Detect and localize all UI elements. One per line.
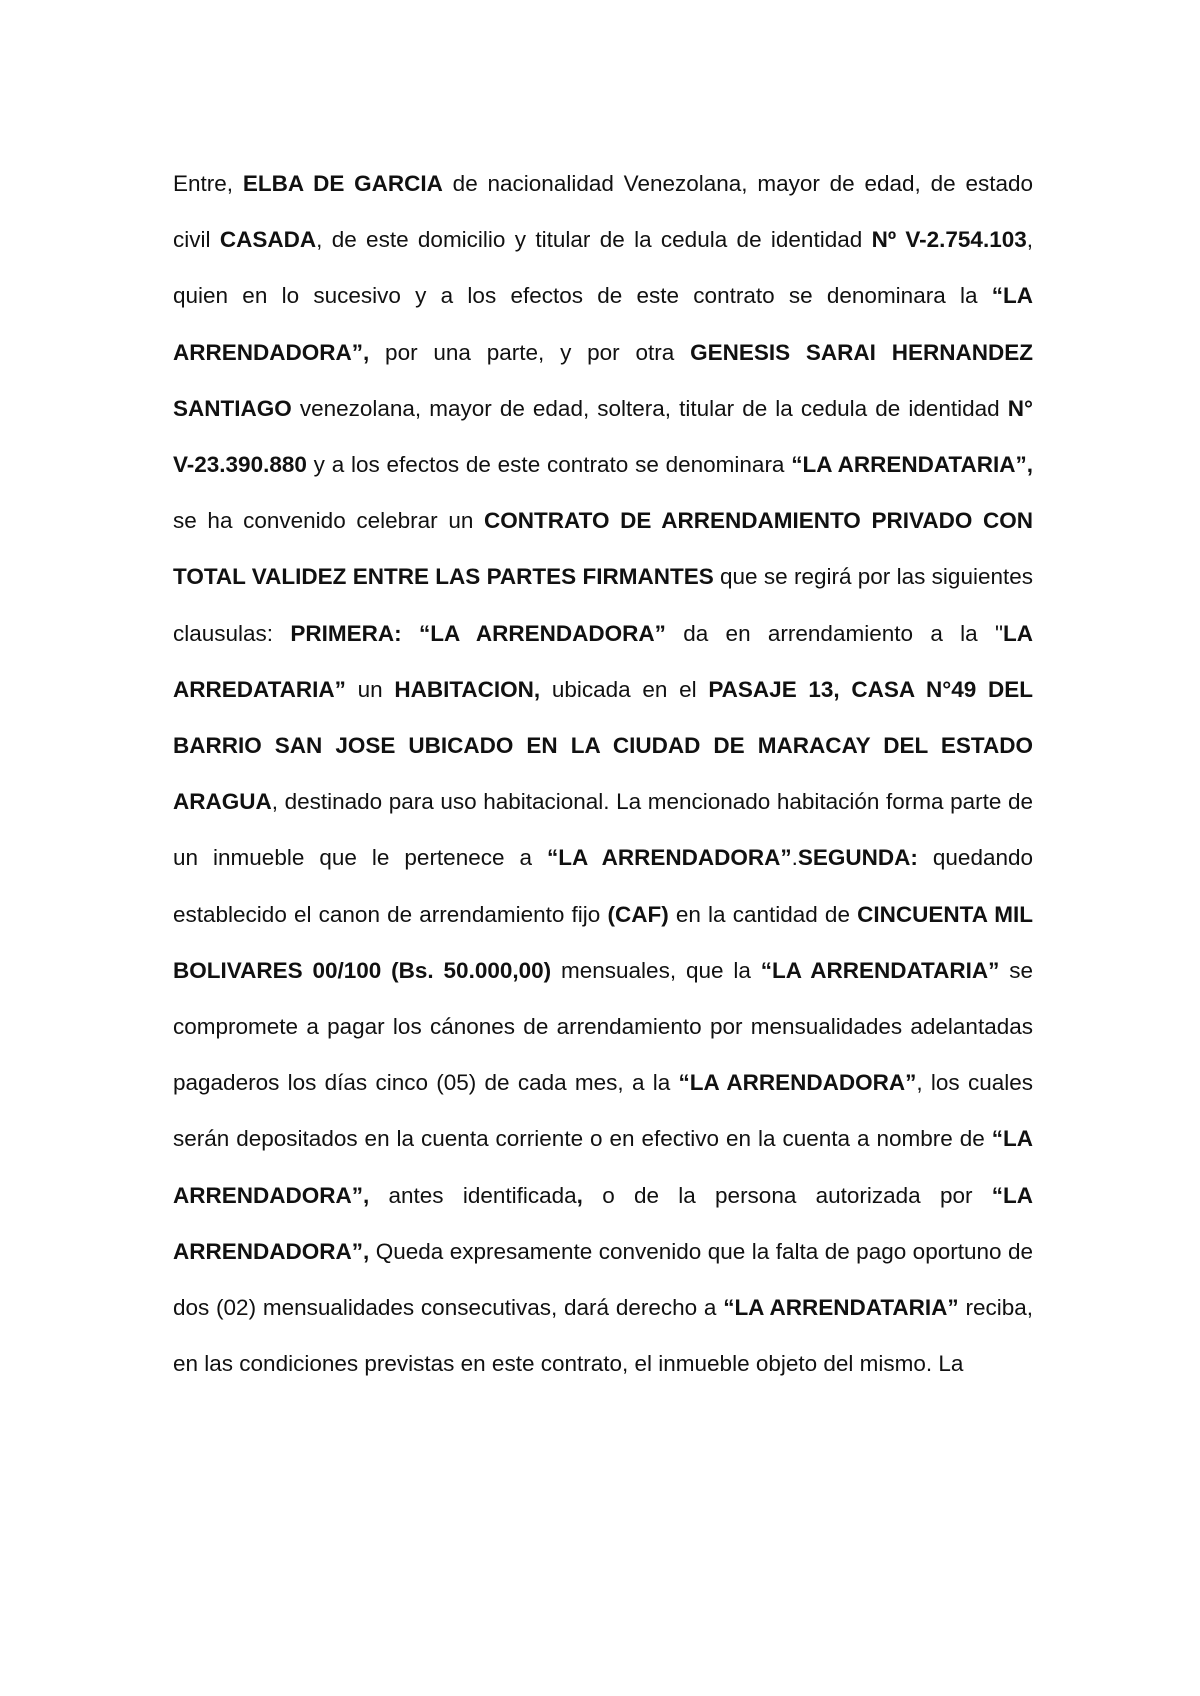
text-run: y a los efectos de este contrato se denominara <box>306 452 792 478</box>
bold-text-run: “LA ARRENDADORA”, <box>173 283 1033 365</box>
text-run: un <box>345 676 395 702</box>
bold-text-run: “LA ARRENDATARIA” <box>760 957 1000 983</box>
text-run: . <box>791 845 798 871</box>
text-run: por una parte, y por otra <box>369 339 691 365</box>
contract-body-text <box>173 156 1033 1392</box>
text-run: , los cuales serán depositados en la cuenta corriente o en efectivo en la cuenta a nombre de <box>173 1070 1033 1152</box>
text-run: se compromete a pagar los cánones de arrendamiento por mensualidades adelantadas pagaderos los días cinco (05) de cada mes, a la <box>173 957 1034 1096</box>
text-run: ubicada en el <box>540 676 709 702</box>
text-run: Entre, <box>173 171 243 196</box>
bold-text-run: “LA ARRENDADORA”, <box>173 1182 1033 1264</box>
bold-text-run: “LA ARRENDADORA” <box>678 1070 917 1096</box>
text-run: , de este domicilio y titular de la cedula de identidad <box>316 227 872 253</box>
bold-text-run: , <box>576 1182 583 1208</box>
bold-text-run: HABITACION, <box>394 676 541 702</box>
text-run: , destinado para uso habitacional. La mencionado habitación forma parte de un inmueble que le pertenece a <box>173 789 1033 871</box>
bold-text-run: Nº V-2.754.103 <box>871 227 1027 253</box>
bold-text-run: GENESIS SARAI HERNANDEZ SANTIAGO <box>173 339 1033 421</box>
text-run: antes identificada <box>369 1182 577 1208</box>
bold-text-run: PASAJE 13, CASA N°49 DEL BARRIO SAN JOSE UBICADO EN LA CIUDAD DE MARACAY DEL ESTADO ARAGUA <box>173 676 1033 815</box>
bold-text-run: ELBA DE GARCIA <box>242 171 443 196</box>
bold-text-run: “LA ARRENDADORA”, <box>173 1126 1033 1208</box>
text-run: en la cantidad de <box>668 901 858 927</box>
text-run: que se regirá por las siguientes clausulas: <box>173 564 1033 646</box>
text-run: venezolana, mayor de edad, soltera, titular de la cedula de identidad <box>291 395 1008 421</box>
bold-text-run: (CAF) <box>607 901 669 927</box>
text-run: de nacionalidad Venezolana, mayor de edad, de estado civil <box>173 171 1033 253</box>
bold-text-run: SEGUNDA: <box>797 845 918 871</box>
text-run: reciba, en las condiciones previstas en este contrato, el inmueble objeto del mismo. La <box>173 1295 1033 1377</box>
bold-text-run: CONTRATO DE ARRENDAMIENTO PRIVADO CON TOTAL VALIDEZ ENTRE LAS PARTES FIRMANTES <box>173 508 1033 590</box>
text-run: o de la persona autorizada por <box>582 1182 992 1208</box>
text-run: mensuales, que la <box>551 957 761 983</box>
bold-text-run: N° V-23.390.880 <box>173 395 1033 478</box>
text-run: quedando establecido el canon de arrendamiento fijo <box>173 845 1034 927</box>
bold-text-run: PRIMERA: “LA ARRENDADORA” <box>290 620 666 646</box>
text-run: Queda expresamente convenido que la falta de pago oportuno de dos (02) mensualidades consecutivas, dará derecho a <box>173 1238 1033 1321</box>
bold-text-run: “LA ARRENDADORA” <box>547 845 792 871</box>
text-run: , quien en lo sucesivo y a los efectos de este contrato se denominara la <box>173 227 1033 309</box>
bold-text-run: “LA ARRENDATARIA”, <box>791 452 1033 478</box>
bold-text-run: LA ARREDATARIA” <box>173 620 1033 702</box>
bold-text-run: “LA ARRENDATARIA” <box>723 1295 959 1321</box>
text-run: da en arrendamiento a la " <box>665 620 1003 646</box>
text-run: se ha convenido celebrar un <box>173 508 485 534</box>
bold-text-run: CASADA <box>219 227 317 253</box>
bold-text-run: CINCUENTA MIL BOLIVARES 00/100 (Bs. 50.000,00) <box>173 901 1034 983</box>
